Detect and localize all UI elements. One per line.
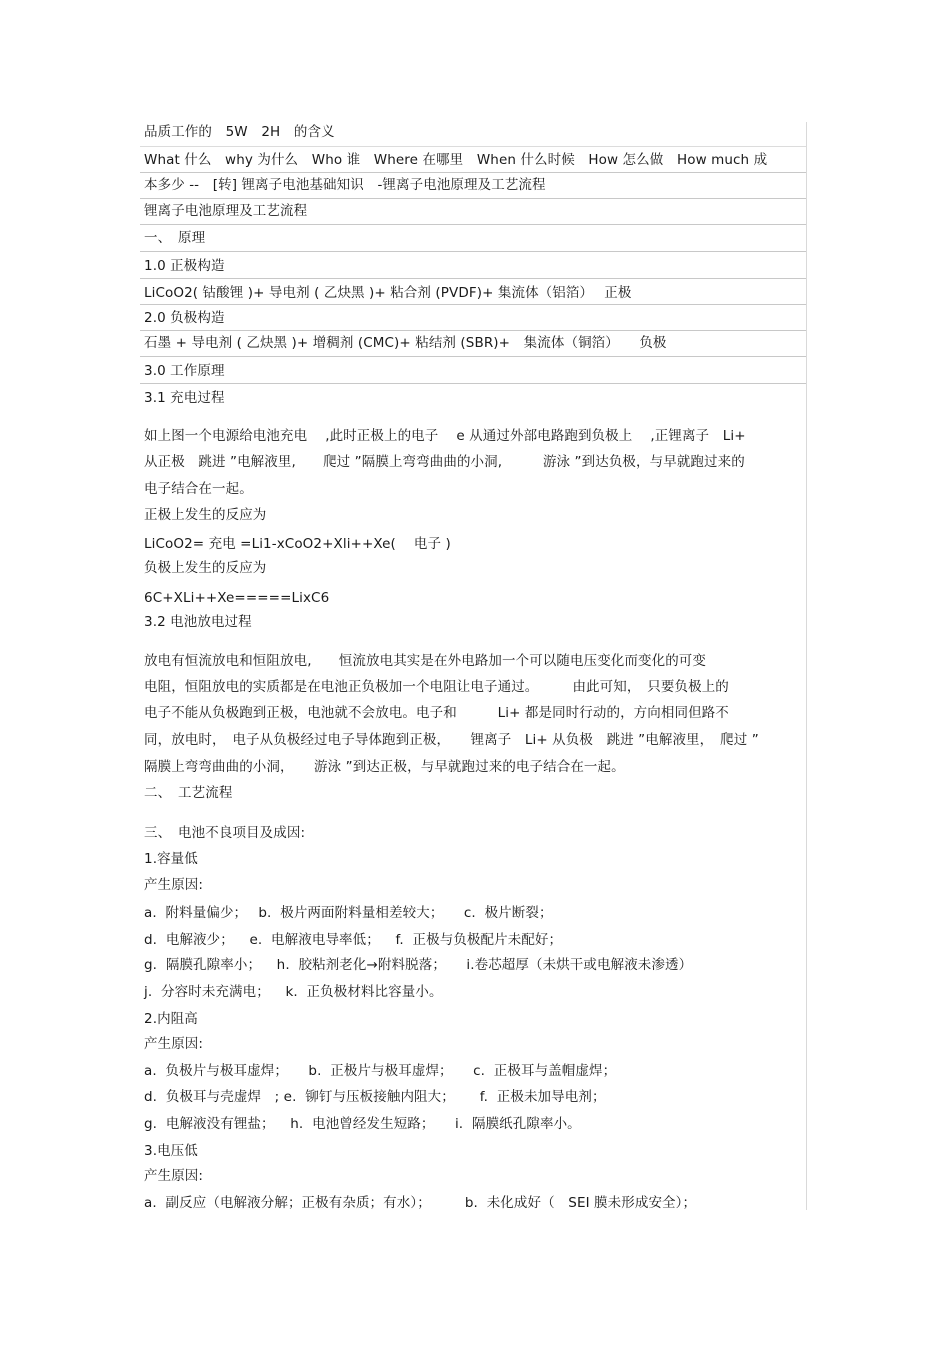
subheading: 2.内阻高 [144,1011,198,1027]
text-line: 正极上发生的反应为 [144,507,267,523]
paragraph-line: 隔膜上弯弯曲曲的小洞， 游泳 ”到达正极，与早就跑过来的电子结合在一起。 [144,759,625,775]
heading: 3.1 充电过程 [144,390,225,406]
text-line: LiCoO2( 钴酸锂 )+ 导电剂 ( 乙炔黑 )+ 粘合剂 (PVDF)+ 集流体（铝箔） 正极 [144,285,632,301]
list-line: d. 电解液少； e. 电解液电导率低； f. 正极与负极配片未配好； [144,932,563,948]
heading: 3.2 电池放电过程 [144,614,252,630]
paragraph-line: 如上图一个电源给电池充电 ,此时正极上的电子 e 从通过外部电路跑到负极上 ,正锂离子 Li+ [144,428,746,444]
list-line: j. 分容时未充满电； k. 正负极材料比容量小。 [144,984,443,1000]
section-title: 锂离子电池原理及工艺流程 [144,203,308,219]
formula: LiCoO2= 充电 =Li1-xCoO2+Xli++Xe( 电子 ) [144,536,451,552]
rule [140,224,806,225]
rule [140,198,806,199]
rule [140,172,806,173]
rule [140,146,806,147]
subheading: 1.容量低 [144,851,198,867]
rule [140,251,806,252]
heading: 三、 电池不良项目及成因: [144,825,306,841]
list-line: g. 隔膜孔隙率小； h. 胶粘剂老化→附料脱落； i.卷芯超厚（未烘干或电解液未渗透） [144,957,693,973]
list-line: a. 副反应（电解液分解；正极有杂质；有水）； b. 未化成好（ SEI 膜未形成安全）； [144,1195,697,1211]
rule [140,383,806,384]
list-line: g. 电解液没有锂盐； h. 电池曾经发生短路； i. 隔膜纸孔隙率小。 [144,1116,581,1132]
rule [140,330,806,331]
paragraph-line: 同，放电时， 电子从负极经过电子导体跑到正极， 锂离子 Li+ 从负极 跳进 ”电解液里， 爬过 ” [144,732,759,748]
text-line: 负极上发生的反应为 [144,560,267,576]
rule [140,304,806,305]
rule [140,278,806,279]
list-line: d. 负极耳与壳虚焊 ; e. 铆钉与压板接触内阻大； f. 正极未加导电剂； [144,1089,606,1105]
heading: 3.0 工作原理 [144,363,225,379]
paragraph-line: 电阻，恒阻放电的实质都是在电池正负极加一个电阻让电子通过。 由此可知， 只要负极上的 [144,679,729,695]
text-line: 产生原因: [144,1036,204,1052]
paragraph-line: 放电有恒流放电和恒阻放电, 恒流放电其实是在外电路加一个可以随电压变化而变化的可变 [144,653,706,669]
text-line: 产生原因: [144,1168,204,1184]
text-line: 产生原因: [144,877,204,893]
rule [140,356,806,357]
paragraph-line: 从正极 跳进 ”电解液里, 爬过 ”隔膜上弯弯曲曲的小洞, 游泳 ”到达负极，与早就跑过来的 [144,454,745,470]
text-line: 石墨 + 导电剂 ( 乙炔黑 )+ 增稠剂 (CMC)+ 粘结剂 (SBR)+ 集流体（铜箔） 负极 [144,335,667,351]
subheading: 3.电压低 [144,1143,198,1159]
paragraph-line: 电子结合在一起。 [144,481,253,497]
list-line: a. 附料量偏少； b. 极片两面附料量相差较大； c. 极片断裂； [144,905,553,921]
heading: 2.0 负极构造 [144,310,225,326]
text-line: 本多少 -- [转] 锂离子电池基础知识 -锂离子电池原理及工艺流程 [144,177,546,193]
text-line: What 什么 why 为什么 Who 谁 Where 在哪里 When 什么时候 How 怎么做 How much 成 [144,152,768,168]
list-line: a. 负极片与极耳虚焊； b. 正极片与极耳虚焊； c. 正极耳与盖帽虚焊； [144,1063,617,1079]
paragraph-line: 电子不能从负极跑到正极，电池就不会放电。电子和 Li+ 都是同时行动的，方向相同但路不 [144,705,729,721]
heading: 二、 工艺流程 [144,785,233,801]
heading: 一、 原理 [144,230,206,246]
heading: 1.0 正极构造 [144,258,225,274]
formula: 6C+XLi++Xe=====LixC6 [144,590,330,606]
doc-title: 品质工作的 5W 2H 的含义 [144,124,335,140]
